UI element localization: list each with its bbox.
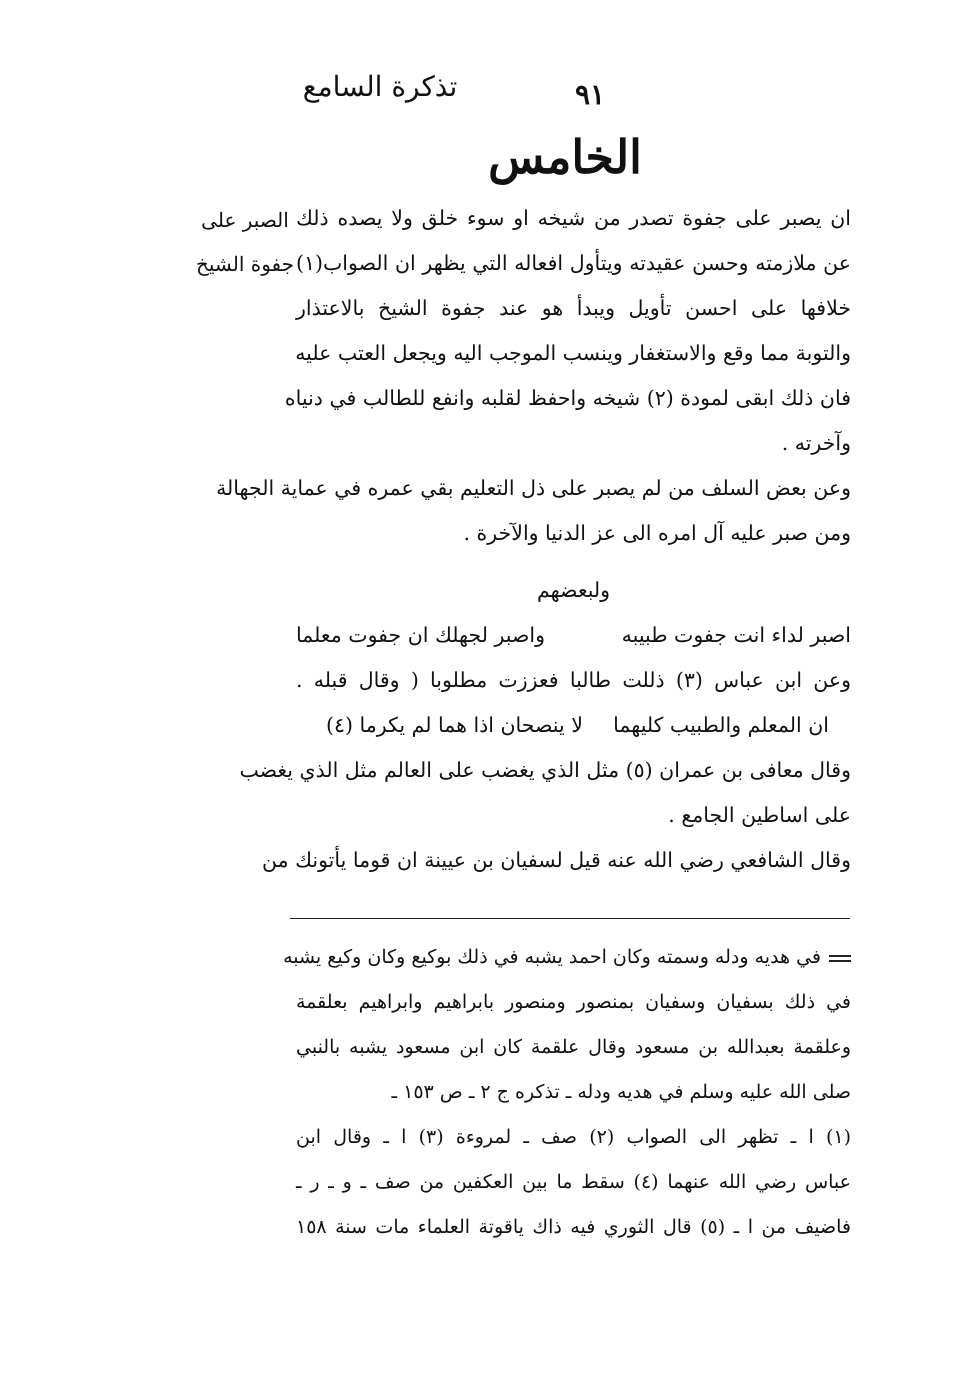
footnote-line: صلى الله عليه وسلم في هديه ودله ـ تذكره ج ٢ ـ ص ١٥٣ ـ [391,1081,851,1103]
verse-hemistich-left: واصبر لجهلك ان جفوت معلما [296,623,545,647]
footnote-rule [290,918,850,919]
text-line: وقال معافى بن عمران (٥) مثل الذي يغضب على العالم مثل الذي يغضب [239,758,851,782]
text-line: فان ذلك ابقى لمودة (٢) شيخه واحفظ لقلبه وانفع للطالب في دنياه [284,386,851,410]
text-line: خلافها على احسن تأويل ويبدأ هو عند جفوة الشيخ بالاعتذار [296,296,851,320]
chapter-heading: الخامس [488,130,642,184]
poem-intro: ولبعضهم [536,578,611,602]
text-line: وقال الشافعي رضي الله عنه قيل لسفيان بن عيينة ان قوما يأتونك من [262,848,851,872]
verse-line [296,703,851,748]
verse-hemistich-right: اصبر لداء انت جفوت طبيبه [621,623,851,647]
footnote-line: (١) ا ـ تظهر الى الصواب (٢) صف ـ لمروءة (٣) ا ـ وقال ابن [296,1126,852,1148]
text-line: ان يصبر على جفوة تصدر من شيخه او سوء خلق ولا يصده ذلك [296,206,851,230]
verse-line [296,613,851,658]
text-line: على اساطين الجامع . [668,803,851,827]
running-title: تذكرة السامع [302,70,458,103]
margin-note-line: جفوة الشيخ [195,252,295,276]
footnotes [283,935,852,1250]
text-line: وعن ابن عباس (٣) ذللت طالبا فعززت مطلوبا ( وقال قبله . [296,668,851,692]
footnote-line: في ذلك بسفيان وسفيان بمنصور ومنصور بابراهيم وابراهيم بعلقمة [296,991,851,1013]
text-line: وآخرته . [781,431,851,455]
text-line: عن ملازمته وحسن عقيدته ويتأول افعاله التي يظهر ان الصواب(١) [296,251,851,275]
text-line: وعن بعض السلف من لم يصبر على ذل التعليم بقي عمره في عماية الجهالة [216,476,851,500]
margin-note [186,198,304,286]
page-number: ٩١ [574,78,606,111]
continuation-marker [829,955,851,962]
text-line: ومن صبر عليه آل امره الى عز الدنيا والآخرة . [463,521,851,545]
verse-hemistich-right: ان المعلم والطبيب كليهما [613,713,829,737]
footnote-text: في هديه ودله وسمته وكان احمد يشبه في ذلك بوكيع وكان وكيع يشبه [283,946,821,968]
text-line: والتوبة مما وقع والاستغفار وينسب الموجب اليه ويجعل العتب عليه [295,341,851,365]
footnote-line: فاضيف من ا ـ (٥) قال الثوري فيه ذاك ياقوتة العلماء مات سنة ١٥٨ [296,1216,851,1238]
verse-hemistich-left: لا ينصحان اذا هما لم يكرما (٤) [326,713,583,737]
footnote-line: وعلقمة بعبدالله بن مسعود وقال علقمة كان ابن مسعود يشبه بالنبي [296,1036,851,1058]
margin-note-line: الصبر على [201,208,289,232]
footnote-line [283,935,851,980]
footnote-line: عباس رضي الله عنهما (٤) سقط ما بين العكفين من صف ـ و ـ ر ـ [296,1171,851,1193]
